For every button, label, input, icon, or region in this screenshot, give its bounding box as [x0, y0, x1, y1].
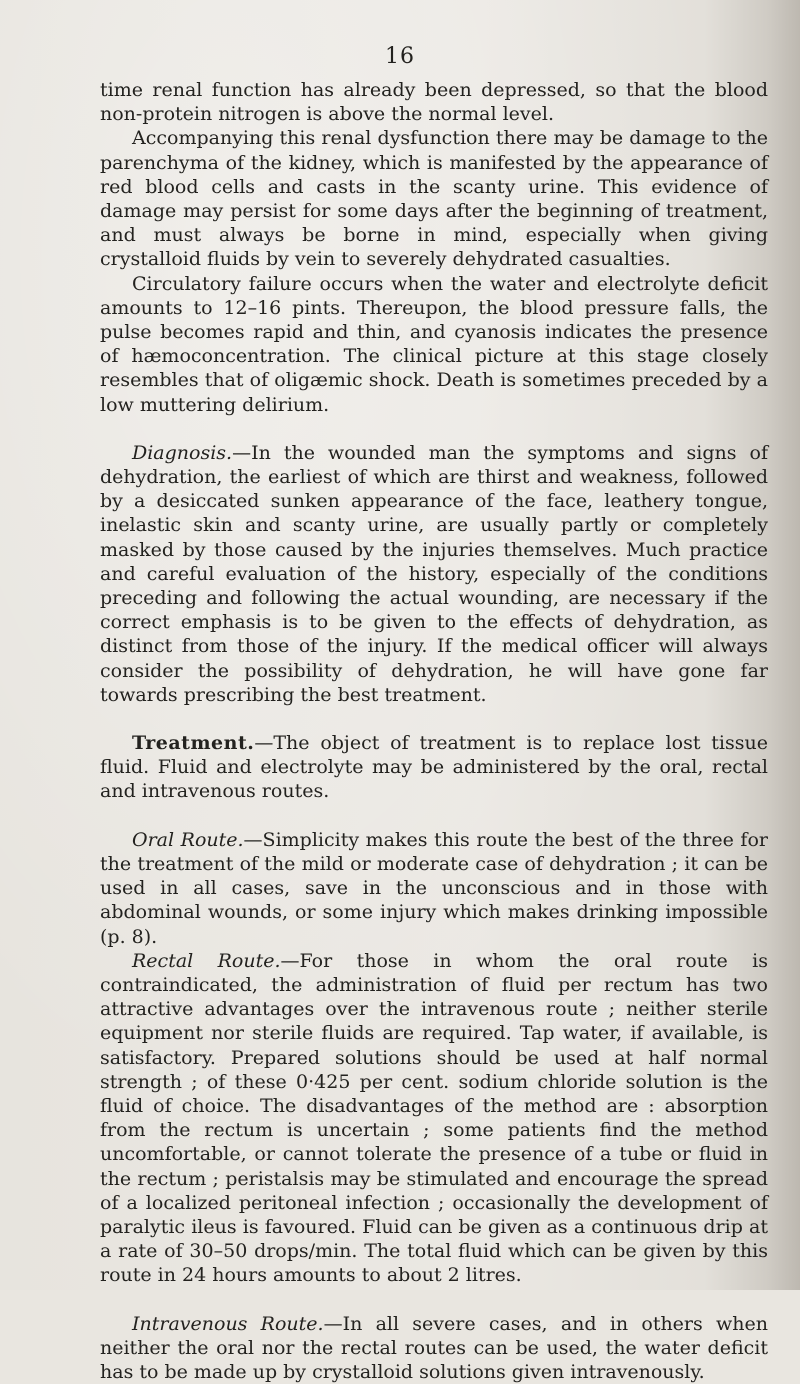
run-in-heading-diagnosis: Diagnosis.	[132, 441, 233, 464]
paragraph-text: —In the wounded man the symptoms and signs of dehydration, the earliest of which are thirst and weakness, followed by a desiccated sunken appearance of the face, leathery tongue, inelastic skin and scanty urine, are usually partly or completely masked by those caused by the injuries themselves. Much practice and careful evaluation of the history, especially of the conditions preceding and following the actual wounding, are necessary if the correct emphasis is to be given to the effects of dehydration, as distinct from those of the injury. If the medical officer will always consider the possibility of dehydration, he will have gone far towards prescribing the best treatment.	[100, 441, 768, 706]
paragraph-text: —For those in whom the oral route is contraindicated, the administration of fluid per rectum has two attractive advantages over the intravenous route ; neither sterile equipment nor sterile fluids are required. Tap water, if available, is satisfactory. Prepared solutions should be used at half normal strength ; of these 0·425 per cent. sodium chloride solution is the fluid of choice. The disadvantages of the method are : absorption from the rectum is uncertain ; some patients find the method uncomfortable, or cannot tolerate the presence of a tube or fluid in the rectum ; peristalsis may be stimulated and encourage the spread of a localized peritoneal infection ; occasionally the development of paralytic ileus is favoured. Fluid can be given as a continuous drip at a rate of 30–50 drops/min. The total fluid which can be given by this route in 24 hours amounts to about 2 litres.	[100, 949, 769, 1287]
paragraph-oral-route	[100, 828, 768, 949]
body-text	[100, 78, 768, 1384]
paragraph-text: —Simplicity makes this route the best of the three for the treatment of the mild or moderate case of dehydration ; it can be used in all cases, save in the unconscious and in those with abdominal wounds, or some injury which makes drinking impossible (p. 8).	[100, 828, 768, 948]
run-in-heading-treatment: Treatment.	[132, 732, 255, 755]
paragraph-circulatory-failure	[100, 272, 768, 417]
paragraph-rectal-route	[100, 949, 768, 1288]
paragraph-text: Circulatory failure occurs when the water and electrolyte deficit amounts to 12–16 pints. Thereupon, the blood pressure falls, the pulse becomes rapid and thin, and cyanosis indicates the presence of hæmoconcentration. The clinical picture at this stage closely resembles that of oligæmic shock. Death is sometimes preceded by a low muttering delirium.	[100, 272, 768, 416]
run-in-heading-intravenous-route: Intravenous Route.	[132, 1312, 324, 1335]
page-number: 16	[385, 44, 415, 69]
run-in-heading-rectal-route: Rectal Route.	[132, 949, 281, 972]
run-in-heading-oral-route: Oral Route.	[132, 828, 244, 851]
paragraph-diagnosis	[100, 441, 768, 707]
paragraph-text: —The object of treatment is to replace lost tissue fluid. Fluid and electrolyte may be administered by the oral, rectal and intravenous routes.	[100, 732, 768, 803]
paragraph-text: time renal function has already been depressed, so that the blood non-protein nitrogen is above the normal level.	[100, 79, 768, 126]
paragraph-treatment	[100, 731, 768, 804]
paragraph-text: —In all severe cases, and in others when neither the oral nor the rectal routes can be used, the water deficit has to be made up by crystalloid solutions given intravenously.	[100, 1312, 768, 1383]
paragraph-renal-dysfunction	[100, 126, 768, 271]
paragraph-renal-function	[100, 78, 768, 126]
paragraph-intravenous-route	[100, 1312, 768, 1384]
paragraph-text: Accompanying this renal dysfunction there may be damage to the parenchyma of the kidney, which is manifested by the appearance of red blood cells and casts in the scanty urine. This evidence of damage may persist for some days after the beginning of treatment, and must always be borne in mind, especially when giving crystalloid fluids by vein to severely dehydrated casualties.	[100, 127, 768, 271]
